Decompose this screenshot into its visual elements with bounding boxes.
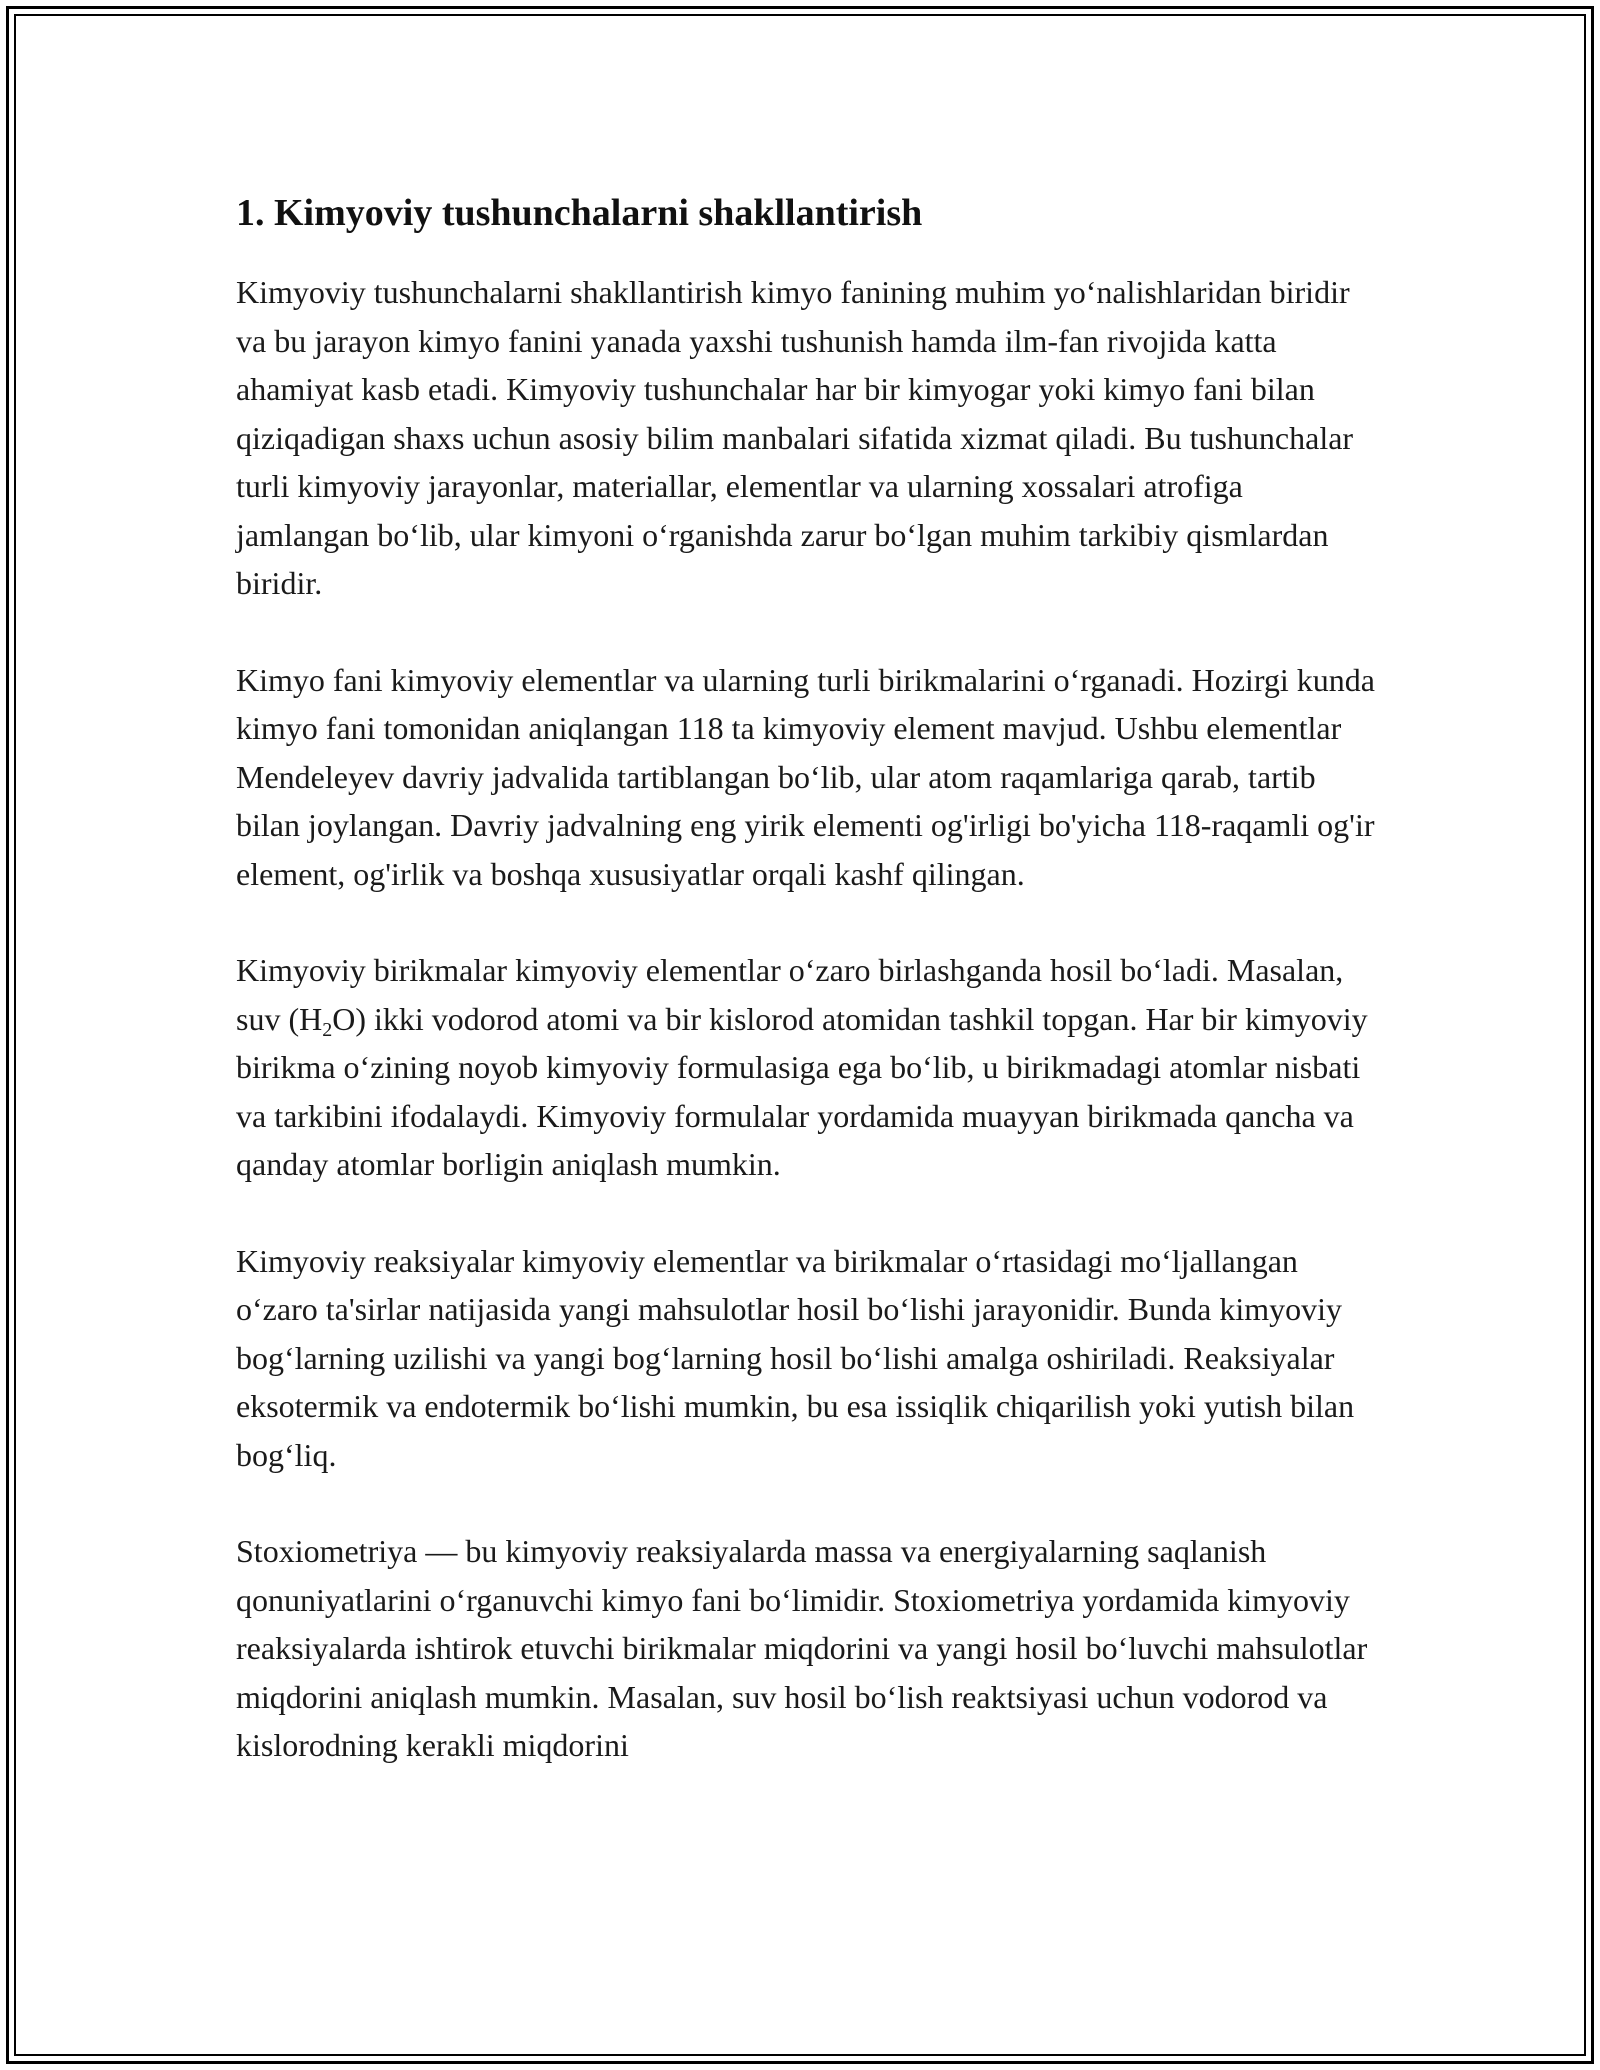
paragraph-3-text-after: O) ikki vodorod atomi va bir kislorod atomidan tashkil topgan. Har bir kimyoviy birikma o‘zining noyob kimyoviy formulasiga ega bo‘lib, u birikmadagi atomlar nisbati va tarkibini ifodalaydi. Kimyoviy formulalar yordamida muayyan birikmada qancha va qanday atomlar borligin aniqlash mumkin.: [236, 1000, 1368, 1182]
section-heading: 1. Kimyoviy tushunchalarni shakllantirish: [236, 192, 923, 234]
water-formula-subscript: 2: [322, 1018, 333, 1041]
paragraph-3-text-before: Kimyoviy birikmalar kimyoviy elementlar o‘zaro birlashganda hosil bo‘ladi. Masalan, suv (H: [236, 952, 1344, 1037]
paragraph-4: Kimyoviy reaksiyalar kimyoviy elementlar va birikmalar o‘rtasidagi mo‘ljallangan o‘zaro ta'sirlar natijasida yangi mahsulotlar hosil bo‘lishi jarayonidir. Bunda kimyoviy bog‘larning uzilishi va yangi bog‘larning hosil bo‘lishi amalga oshiriladi. Reaksiyalar eksotermik va endotermik bo‘lishi mumkin, bu esa issiqlik chiqarilish yoki yutish bilan bog‘liq.: [236, 1242, 1355, 1473]
paragraph-2: Kimyo fani kimyoviy elementlar va ularning turli birikmalarini o‘rganadi. Hozirgi kunda kimyo fani tomonidan aniqlangan 118 ta kimyoviy element mavjud. Ushbu elementlar Mendeleyev davriy jadvalida tartiblangan bo‘lib, ular atom raqamlariga qarab, tartib bilan joylangan. Davriy jadvalning eng yirik elementi og'irligi bo'yicha 118-raqamli og'ir element, og'irlik va boshqa xususiyatlar orqali kashf qilingan.: [236, 661, 1375, 892]
document-body: [236, 186, 1376, 1818]
paragraph-3: [236, 946, 1376, 1189]
paragraph-1: Kimyoviy tushunchalarni shakllantirish kimyo fanining muhim yo‘nalishlaridan biridir va bu jarayon kimyo fanini yanada yaxshi tushunish hamda ilm-fan rivojida katta ahamiyat kasb etadi. Kimyoviy tushunchalar har bir kimyogar yoki kimyo fani bilan qiziqadigan shaxs uchun asosiy bilim manbalari sifatida xizmat qiladi. Bu tushunchalar turli kimyoviy jarayonlar, materiallar, elementlar va ularning xossalari atrofiga jamlangan bo‘lib, ular kimyoni o‘rganishda zarur bo‘lgan muhim tarkibiy qismlardan biridir.: [236, 274, 1354, 601]
paragraph-5: Stoxiometriya — bu kimyoviy reaksiyalarda massa va energiyalarning saqlanish qonuniyatlarini o‘rganuvchi kimyo fani bo‘limidir. Stoxiometriya yordamida kimyoviy reaksiyalarda ishtirok etuvchi birikmalar miqdorini va yangi hosil bo‘luvchi mahsulotlar miqdorini aniqlash mumkin. Masalan, suv hosil bo‘lish reaktsiyasi uchun vodorod va kislorodning kerakli miqdorini: [236, 1533, 1368, 1763]
